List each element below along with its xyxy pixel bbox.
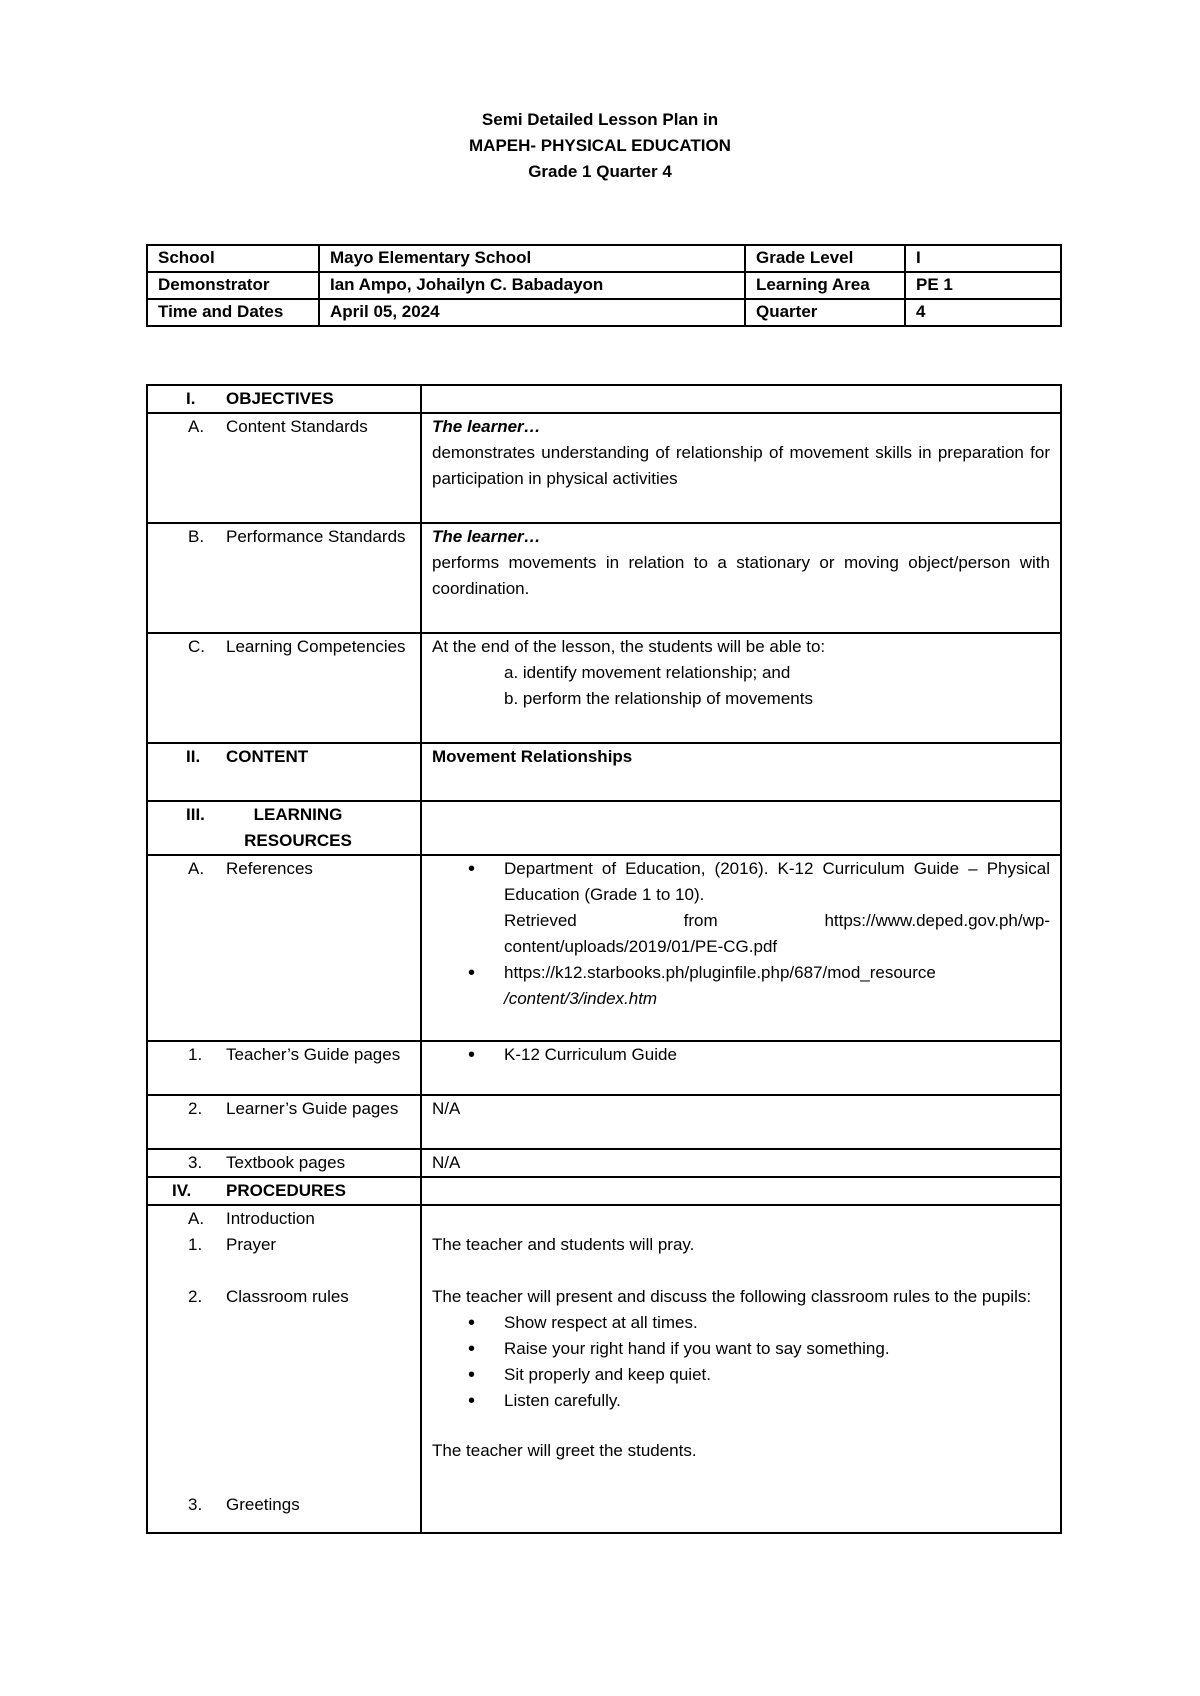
teachers-guide-value: • K-12 Curriculum Guide [504, 1042, 1050, 1068]
info-row [147, 299, 1061, 326]
quarter-value: 4 [905, 299, 1061, 326]
prayer-marker: 1. [188, 1235, 203, 1254]
performance-standards-marker: B. [188, 527, 205, 546]
title-line-3: Grade 1 Quarter 4 [528, 162, 672, 181]
teachers-guide-marker: 1. [188, 1045, 203, 1064]
info-row [147, 245, 1061, 272]
school-value: Mayo Elementary School [319, 245, 745, 272]
resources-header-row [147, 801, 1061, 855]
performance-standards-label: Performance Standards [226, 527, 406, 546]
content-standards-marker: A. [188, 417, 205, 436]
school-label: School [147, 245, 319, 272]
resources-number: III. [186, 805, 205, 824]
content-number: II. [186, 747, 201, 766]
references-row [147, 855, 1061, 1041]
introduction-marker: A. [188, 1209, 205, 1228]
reference-1-text: Department of Education, (2016). K-12 Curriculum Guide – Physical Education (Grade 1 to 10). [504, 859, 1050, 904]
performance-standards-intro: The learner… [432, 527, 541, 546]
title-line-2: MAPEH- PHYSICAL EDUCATION [469, 136, 731, 155]
resources-heading: LEARNING RESOURCES [244, 805, 352, 850]
info-table [146, 244, 1062, 327]
list-item [504, 960, 1050, 1012]
introduction-row [147, 1205, 1061, 1533]
greetings-marker: 3. [188, 1495, 203, 1514]
learners-guide-label: Learner’s Guide pages [226, 1099, 399, 1118]
performance-standards-row [147, 523, 1061, 633]
textbook-row [147, 1149, 1061, 1177]
rules-marker: 2. [188, 1287, 203, 1306]
content-row [147, 743, 1061, 801]
learners-guide-value: N/A [432, 1099, 461, 1118]
procedures-header-row [147, 1177, 1061, 1205]
references-label: References [226, 859, 313, 878]
teachers-guide-row [147, 1041, 1061, 1095]
performance-standards-text: performs movements in relation to a stationary or moving object/person with coordination. [432, 553, 1050, 598]
time-label: Time and Dates [147, 299, 319, 326]
prayer-label: Prayer [226, 1235, 277, 1254]
learning-competencies-marker: C. [188, 637, 205, 656]
content-value: Movement Relationships [432, 747, 633, 766]
competencies-intro: At the end of the lesson, the students will be able to: [432, 637, 826, 656]
procedures-heading: PROCEDURES [226, 1181, 346, 1200]
textbook-marker: 3. [188, 1153, 203, 1172]
rules-list [432, 1310, 1050, 1414]
objectives-header-row [147, 385, 1061, 413]
info-row [147, 272, 1061, 299]
content-standards-label: Content Standards [226, 417, 368, 436]
textbook-label: Textbook pages [226, 1153, 346, 1172]
references-marker: A. [188, 859, 205, 878]
lesson-plan-table [146, 384, 1062, 1534]
prayer-text: The teacher and students will pray. [432, 1235, 695, 1254]
greetings-text: The teacher will greet the students. [432, 1441, 697, 1460]
learners-guide-row [147, 1095, 1061, 1149]
objectives-heading: OBJECTIVES [226, 389, 334, 408]
procedures-number: IV. [172, 1181, 192, 1200]
references-list [432, 856, 1050, 1012]
reference-2-url: https://k12.starbooks.ph/pluginfile.php/687/mod_resource [504, 963, 936, 982]
demonstrator-value: Ian Ampo, Johailyn C. Babadayon [319, 272, 745, 299]
rules-text: The teacher will present and discuss the following classroom rules to the pupils: [432, 1287, 1032, 1306]
list-item: • Sit properly and keep quiet. [504, 1362, 1050, 1388]
learners-guide-marker: 2. [188, 1099, 203, 1118]
objectives-number: I. [186, 389, 196, 408]
grade-level-value: I [905, 245, 1061, 272]
quarter-label: Quarter [745, 299, 905, 326]
competency-a: a. identify movement relationship; and [504, 663, 791, 682]
list-item: • Raise your right hand if you want to say something. [504, 1336, 1050, 1362]
list-item: • Show respect at all times. [504, 1310, 1050, 1336]
title-line-1: Semi Detailed Lesson Plan in [481, 110, 719, 129]
time-value: April 05, 2024 [319, 299, 745, 326]
content-standards-intro: The learner… [432, 417, 541, 436]
learning-area-label: Learning Area [745, 272, 905, 299]
greetings-label: Greetings [226, 1495, 300, 1514]
reference-2-url-continued: /content/3/index.htm [504, 989, 658, 1008]
learning-area-value: PE 1 [905, 272, 1061, 299]
document-title [0, 107, 1200, 185]
list-item: • Listen carefully. [504, 1388, 1050, 1414]
competency-b: b. perform the relationship of movements [504, 689, 813, 708]
content-standards-text: demonstrates understanding of relationship of movement skills in preparation for participation in physical activities [432, 443, 1050, 488]
learning-competencies-label: Learning Competencies [226, 637, 406, 656]
content-heading: CONTENT [226, 747, 309, 766]
textbook-value: N/A [432, 1153, 461, 1172]
introduction-label: Introduction [226, 1209, 315, 1228]
teachers-guide-list [432, 1042, 1050, 1068]
teachers-guide-label: Teacher’s Guide pages [226, 1045, 401, 1064]
rules-label: Classroom rules [226, 1287, 349, 1306]
content-standards-row [147, 413, 1061, 523]
demonstrator-label: Demonstrator [147, 272, 319, 299]
learning-competencies-row [147, 633, 1061, 743]
grade-level-label: Grade Level [745, 245, 905, 272]
list-item [504, 856, 1050, 960]
reference-1-retrieved: Retrieved from https://www.deped.gov.ph/wp-content/uploads/2019/01/PE-CG.pdf [504, 911, 1050, 956]
